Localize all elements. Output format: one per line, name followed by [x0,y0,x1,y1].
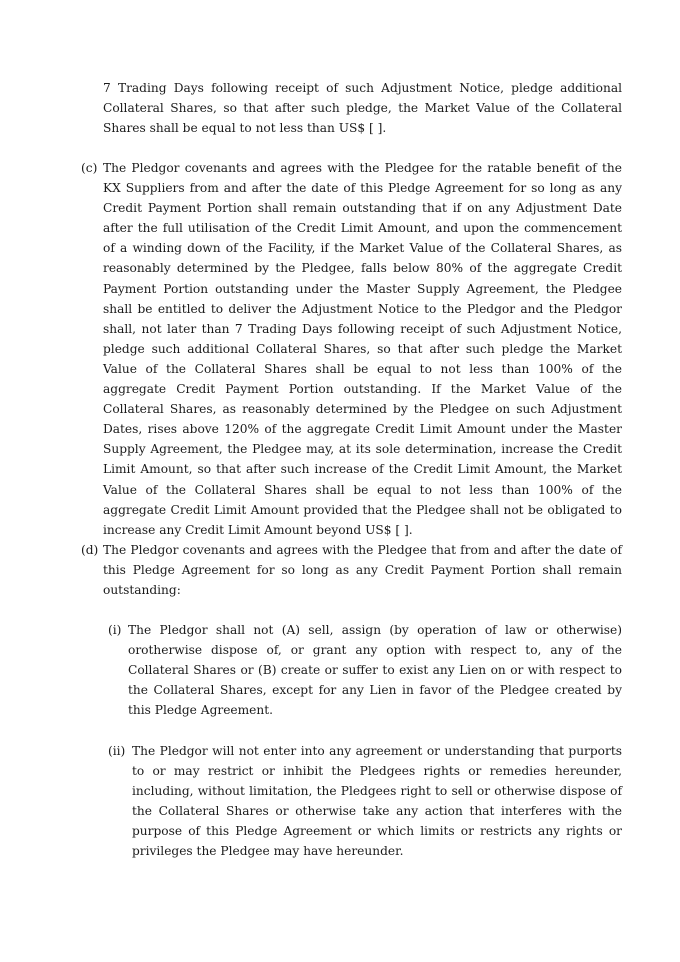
clause-d-text: The Pledgor covenants and agrees with the Pledgee that from and after the date of this Pledge Agreement for so long as any Credit Payment Portion shall remain outstanding: [103,543,622,598]
subclause-ii-text: The Pledgor will not enter into any agreement or understanding that purports to or may restrict or inhibit the Pledgees rights or remedies hereunder, including, without limitation, the Pledgees right to sell or otherwise dispose of the Collateral Shares or otherwise take any action that interferes with the purpose of this Pledge Agreement or which limits or restricts any rights or privileges the Pledgee may have hereunder. [132,744,622,859]
clause-d-marker: (d) [81,543,99,557]
subclause-i-marker: (i) [108,623,122,637]
subclause-i-text: The Pledgor shall not (A) sell, assign (by operation of law or otherwise) orotherwise dispose of, or grant any option with respect to, any of the Collateral Shares or (B) create or suffer to exist any Lien on or with respect to the Collateral Shares, except for any Lien in favor of the Pledgee created by this Pledge Agreement. [128,623,622,718]
continuation-paragraph: 7 Trading Days following receipt of such Adjustment Notice, pledge additional Collateral Shares, so that after such pledge, the Market Value of the Collateral Shares shall be equal to not less than US$ [ ]. [103,81,622,136]
clause-c-text: The Pledgor covenants and agrees with the Pledgee for the ratable benefit of the KX Suppliers from and after the date of this Pledge Agreement for so long as any Credit Payment Portion shall remain outstanding that if on any Adjustment Date after the full utilisation of the Credit Limit Amount, and upon the commencement of a winding down of the Facility, if the Market Value of the Collateral Shares, as reasonably determined by the Pledgee, falls below 80% of the aggregate Credit Payment Portion outstanding under the Master Supply Agreement, the Pledgee shall be entitled to deliver the Adjustment Notice to the Pledgor and the Pledgor shall, not later than 7 Trading Days following receipt of such Adjustment Notice, pledge such additional Collateral Shares, so that after such pledge the Market Value of the Collateral Shares shall be equal to not less than 100% of the aggregate Credit Payment Portion outstanding. If the Market Value of the Collateral Shares, as reasonably determined by the Pledgee on such Adjustment Dates, rises above 120% of the aggregate Credit Limit Amount under the Master Supply Agreement, the Pledgee may, at its sole determination, increase the Credit Limit Amount, so that after such increase of the Credit Limit Amount, the Market Value of the Collateral Shares shall be equal to not less than 100% of the aggregate Credit Limit Amount provided that the Pledgee shall not be obligated to increase any Credit Limit Amount beyond US$ [ ]. [103,161,622,537]
subclause-ii-marker: (ii) [108,744,126,758]
clause-c-marker: (c) [81,161,98,175]
